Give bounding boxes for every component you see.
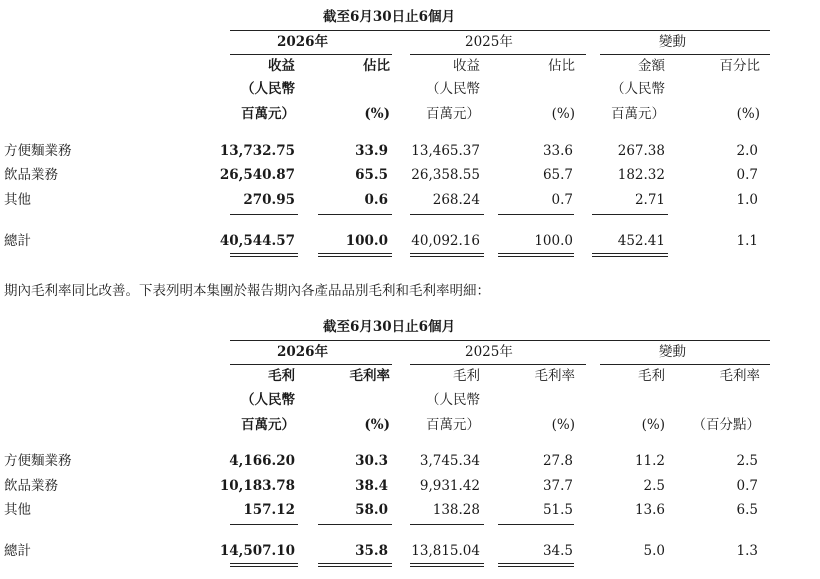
revenue-change-label: 變動 [659, 34, 686, 50]
total-double-rule [410, 253, 484, 257]
cell: 138.28 [432, 502, 480, 518]
gp-header-c5: 毛利 [638, 368, 665, 384]
row-label: 總計 [4, 543, 31, 559]
revenue-header-c6: (%) [736, 106, 760, 122]
row-label: 其他 [4, 502, 31, 518]
cell: 100.0 [534, 233, 573, 249]
gp-header-c3: 毛利 [453, 368, 480, 384]
gp-period-title: 截至6月30日止6個月 [323, 319, 456, 335]
total-double-rule [230, 563, 298, 567]
gp-header-c5: (%) [641, 417, 665, 433]
cell: 51.5 [542, 502, 573, 518]
revenue-year-prior-rule [410, 54, 586, 55]
row-label: 總計 [4, 233, 31, 249]
cell: 0.7 [736, 167, 758, 183]
revenue-header-c1: 百萬元） [241, 106, 295, 122]
subtotal-rule [410, 214, 484, 215]
gp-year-prior-rule [410, 364, 586, 365]
gp-header-c3: 百萬元） [426, 417, 480, 433]
gp-year-prior: 2025年 [465, 344, 513, 360]
gp-header-c6: 毛利率 [719, 368, 760, 384]
cell: 1.3 [736, 543, 758, 559]
revenue-header-c5: 百萬元） [611, 106, 665, 122]
cell: 33.6 [542, 143, 573, 159]
cell: 58.0 [355, 502, 388, 518]
revenue-header-c4: 佔比 [548, 58, 575, 74]
cell: 0.7 [736, 478, 758, 494]
gp-header-c1: 毛利 [268, 368, 295, 384]
cell: 10,183.78 [219, 478, 295, 494]
revenue-header-c5: （人民幣 [611, 81, 665, 97]
revenue-period-rule [230, 30, 770, 31]
cell: 267.38 [617, 143, 665, 159]
revenue-header-c2: (%) [364, 106, 390, 122]
cell: 6.5 [736, 502, 758, 518]
revenue-header-c3: （人民幣 [426, 81, 480, 97]
gp-change-rule [600, 364, 770, 365]
revenue-period-title: 截至6月30日止6個月 [323, 9, 456, 25]
cell: 33.9 [355, 143, 388, 159]
cell: 9,931.42 [419, 478, 480, 494]
cell: 13,465.37 [411, 143, 480, 159]
cell: 40,092.16 [411, 233, 480, 249]
gp-header-c2: (%) [364, 417, 390, 433]
cell: 38.4 [355, 478, 388, 494]
cell: 268.24 [432, 192, 480, 208]
cell: 34.5 [542, 543, 573, 559]
cell: 11.2 [634, 453, 665, 469]
subtotal-rule [498, 214, 574, 215]
cell: 1.0 [736, 192, 758, 208]
cell: 37.7 [542, 478, 573, 494]
gp-header-c1: 百萬元） [241, 417, 295, 433]
cell: 35.8 [355, 543, 388, 559]
cell: 0.7 [551, 192, 573, 208]
total-double-rule [592, 253, 668, 257]
cell: 27.8 [542, 453, 573, 469]
cell: 157.12 [243, 502, 295, 518]
gp-change-label: 變動 [659, 344, 686, 360]
body-paragraph: 期內毛利率同比改善。下表列明本集團於報告期內各產品品別毛利和毛利率明細： [4, 283, 490, 299]
revenue-year-prior: 2025年 [465, 34, 513, 50]
cell: 13,732.75 [219, 143, 295, 159]
gp-header-c4: 毛利率 [534, 368, 575, 384]
subtotal-rule [592, 214, 668, 215]
subtotal-rule [230, 524, 298, 525]
cell: 3,745.34 [419, 453, 480, 469]
cell: 13.6 [634, 502, 665, 518]
gp-period-rule [230, 340, 770, 341]
row-label: 方便麵業務 [4, 143, 72, 159]
row-label: 其他 [4, 192, 31, 208]
revenue-header-c6: 百分比 [719, 58, 760, 74]
gp-header-c3: （人民幣 [426, 392, 480, 408]
cell: 270.95 [243, 192, 295, 208]
gp-header-c1: （人民幣 [241, 392, 295, 408]
total-double-rule [318, 563, 392, 567]
subtotal-rule [318, 524, 392, 525]
cell: 2.71 [634, 192, 665, 208]
gp-header-c2: 毛利率 [349, 368, 390, 384]
cell: 452.41 [617, 233, 665, 249]
subtotal-rule [318, 214, 392, 215]
revenue-change-rule [600, 54, 770, 55]
revenue-year-current-rule [230, 54, 392, 55]
cell: 2.5 [736, 453, 758, 469]
cell: 1.1 [736, 233, 758, 249]
cell: 26,358.55 [411, 167, 480, 183]
cell: 26,540.87 [219, 167, 295, 183]
revenue-header-c3: 百萬元） [426, 106, 480, 122]
subtotal-rule [410, 524, 484, 525]
revenue-year-current: 2026年 [277, 34, 329, 50]
revenue-header-c2: 佔比 [363, 58, 390, 74]
gp-year-current-rule [230, 364, 392, 365]
cell: 13,815.04 [411, 543, 480, 559]
total-double-rule [410, 563, 484, 567]
cell: 40,544.57 [219, 233, 295, 249]
cell: 30.3 [355, 453, 388, 469]
gp-header-c6: （百分點） [692, 417, 760, 433]
cell: 14,507.10 [219, 543, 295, 559]
cell: 4,166.20 [229, 453, 295, 469]
cell: 5.0 [643, 543, 665, 559]
row-label: 方便麵業務 [4, 453, 72, 469]
total-double-rule [498, 563, 574, 567]
subtotal-rule [230, 214, 298, 215]
cell: 182.32 [617, 167, 665, 183]
row-label: 飲品業務 [4, 167, 58, 183]
total-double-rule [318, 253, 392, 257]
gp-year-current: 2026年 [277, 344, 329, 360]
revenue-header-c3: 收益 [453, 58, 480, 74]
cell: 0.6 [364, 192, 388, 208]
revenue-header-c1: 收益 [268, 58, 295, 74]
row-label: 飲品業務 [4, 478, 58, 494]
total-double-rule [230, 253, 298, 257]
cell: 2.0 [736, 143, 758, 159]
revenue-header-c5: 金額 [638, 58, 665, 74]
gp-header-c4: (%) [551, 417, 575, 433]
revenue-header-c1: （人民幣 [241, 81, 295, 97]
cell: 2.5 [643, 478, 665, 494]
cell: 65.5 [355, 167, 388, 183]
revenue-header-c4: (%) [551, 106, 575, 122]
total-double-rule [498, 253, 574, 257]
cell: 100.0 [345, 233, 388, 249]
subtotal-rule [498, 524, 574, 525]
cell: 65.7 [542, 167, 573, 183]
